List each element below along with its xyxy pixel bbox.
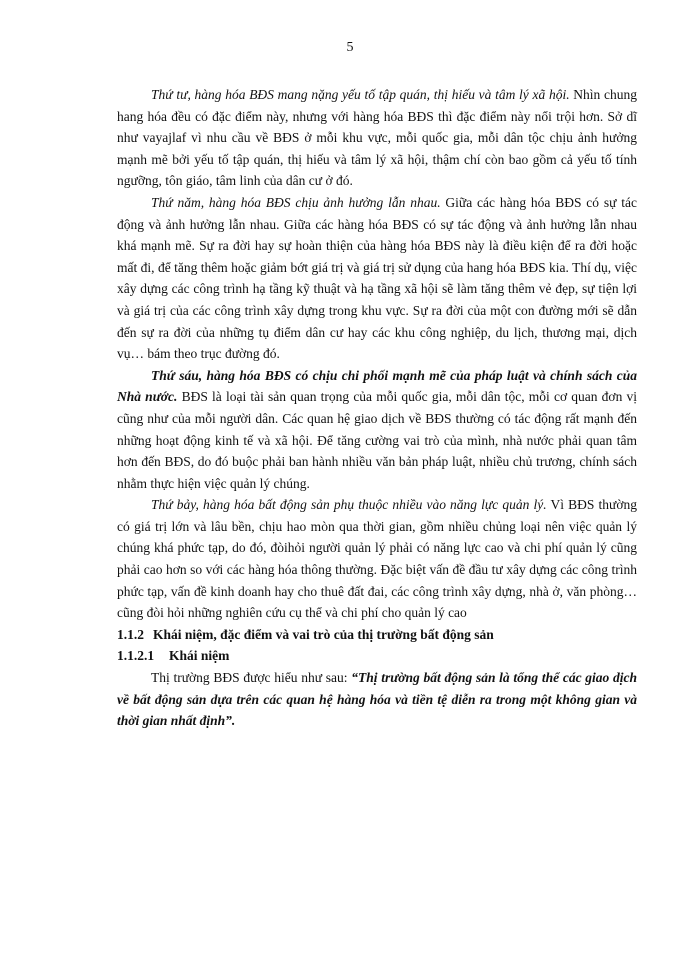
- paragraph-body: Giữa các hàng hóa BĐS có sự tác động và ảnh hưởng lẫn nhau. Giữa các hàng hóa BĐS có sự tác động và ảnh hưởng lẫn nhau khá mạnh mẽ. Sự ra đời hay sự hoàn thiện của hàng hóa BĐS này là điều kiện để ra đời hoặc mất đi, để tăng thêm hoặc giảm bớt giá trị và giá trị sử dụng của hang hóa BĐS kia. Thí dụ, việc xây dựng các công trình hạ tầng kỹ thuật và hạ tầng xã hội sẽ làm tăng thêm vẻ đẹp, sự tiện lợi và giá trị của các công trình xây dựng trong khu vực. Sự ra đời của một con đường mới sẽ dẫn đến sự ra đời của những tụ điểm dân cư hay các khu công nghiệp, du lịch, thương mại, dịch vụ… bám theo trục đường đó.: [117, 194, 638, 362]
- section-title: Khái niệm: [169, 648, 230, 664]
- section-heading-1-1-2: [117, 624, 637, 646]
- section-number: 1.1.2.1: [117, 648, 155, 664]
- page-number: 5: [346, 40, 354, 55]
- definition-quote: “Thị trường bất động sản là tổng thể các giao dịch về bất động sản dựa trên các quan hệ hàng hóa và tiền tệ diễn ra trong một không gian và thời gian nhất định”.: [117, 670, 638, 729]
- paragraph-thu-nam: [117, 192, 637, 365]
- section-title: Khái niệm, đặc điểm và vai trò của thị trường bất động sản: [153, 626, 494, 642]
- section-heading-1-1-2-1: [117, 645, 637, 667]
- section-number: 1.1.2: [117, 626, 144, 642]
- paragraph-lead: Thứ bảy, hàng hóa bất động sản phụ thuộc nhiều vào năng lực quản lý.: [151, 497, 547, 513]
- document-body: [117, 84, 637, 732]
- paragraph-body: Vì BĐS thường có giá trị lớn và lâu bền, chịu hao mòn qua thời gian, gồm nhiều chủng loại nên việc quản lý chúng khá phức tạp, do đó, đòihỏi người quản lý phải có năng lực cao và chi phí quản lý cũng phải cao hơn so với các hàng hóa thông thường. Đặc biệt vấn đề đầu tư xây dựng các công trình phức tạp, vấn đề kinh doanh hay cho thuê đất đai, các công trình xây dựng, nhà ở, văn phòng… cũng đòi hỏi những nghiên cứu cụ thể và chi phí cho quản lý cao: [117, 497, 637, 621]
- paragraph-definition: [117, 667, 637, 732]
- paragraph-lead: Thứ tư, hàng hóa BĐS mang nặng yếu tố tập quán, thị hiếu và tâm lý xã hội.: [151, 87, 570, 102]
- definition-intro: Thị trường BĐS được hiểu như sau:: [151, 670, 352, 686]
- paragraph-thu-sau: [117, 365, 637, 495]
- paragraph-body: Nhìn chung hang hóa đều có đặc điểm này, nhưng với hàng hóa BĐS thì đặc điểm này nổi trội hơn. Sở dĩ như vayajlaf vì nhu cầu về BĐS ở mỗi khu vực, mỗi quốc gia, mỗi dân tộc chịu ảnh hưởng mạnh mẽ bởi yếu tố tập quán, thị hiếu và tâm lý xã hội, thậm chí còn bao gồm cả yếu tố tính ngưỡng, tôn giáo, tâm linh của dân cư ở đó.: [117, 87, 638, 189]
- paragraph-thu-tu: [117, 84, 637, 192]
- paragraph-body: BĐS là loại tài sản quan trọng của mỗi quốc gia, mỗi dân tộc, mỗi cơ quan đơn vị cũng như của mỗi người dân. Các quan hệ giao dịch về BĐS thường có tác động rất mạnh đến những hoạt động kinh tế và xã hội. Để tăng cường vai trò của mình, nhà nước phải quan tâm hơn đến BĐS, do đó buộc phải ban hành nhiều văn bản pháp luật, nhiều chủ trương, chính sách nhằm thực hiện việc quản lý chúng.: [117, 389, 638, 491]
- paragraph-lead: Thứ sáu, hàng hóa BĐS có chịu chi phối mạnh mẽ của pháp luật và chính sách của Nhà nước.: [117, 367, 637, 405]
- paragraph-thu-bay: [117, 494, 637, 624]
- paragraph-lead: Thứ năm, hàng hóa BĐS chịu ảnh hưởng lẫn nhau.: [151, 194, 441, 210]
